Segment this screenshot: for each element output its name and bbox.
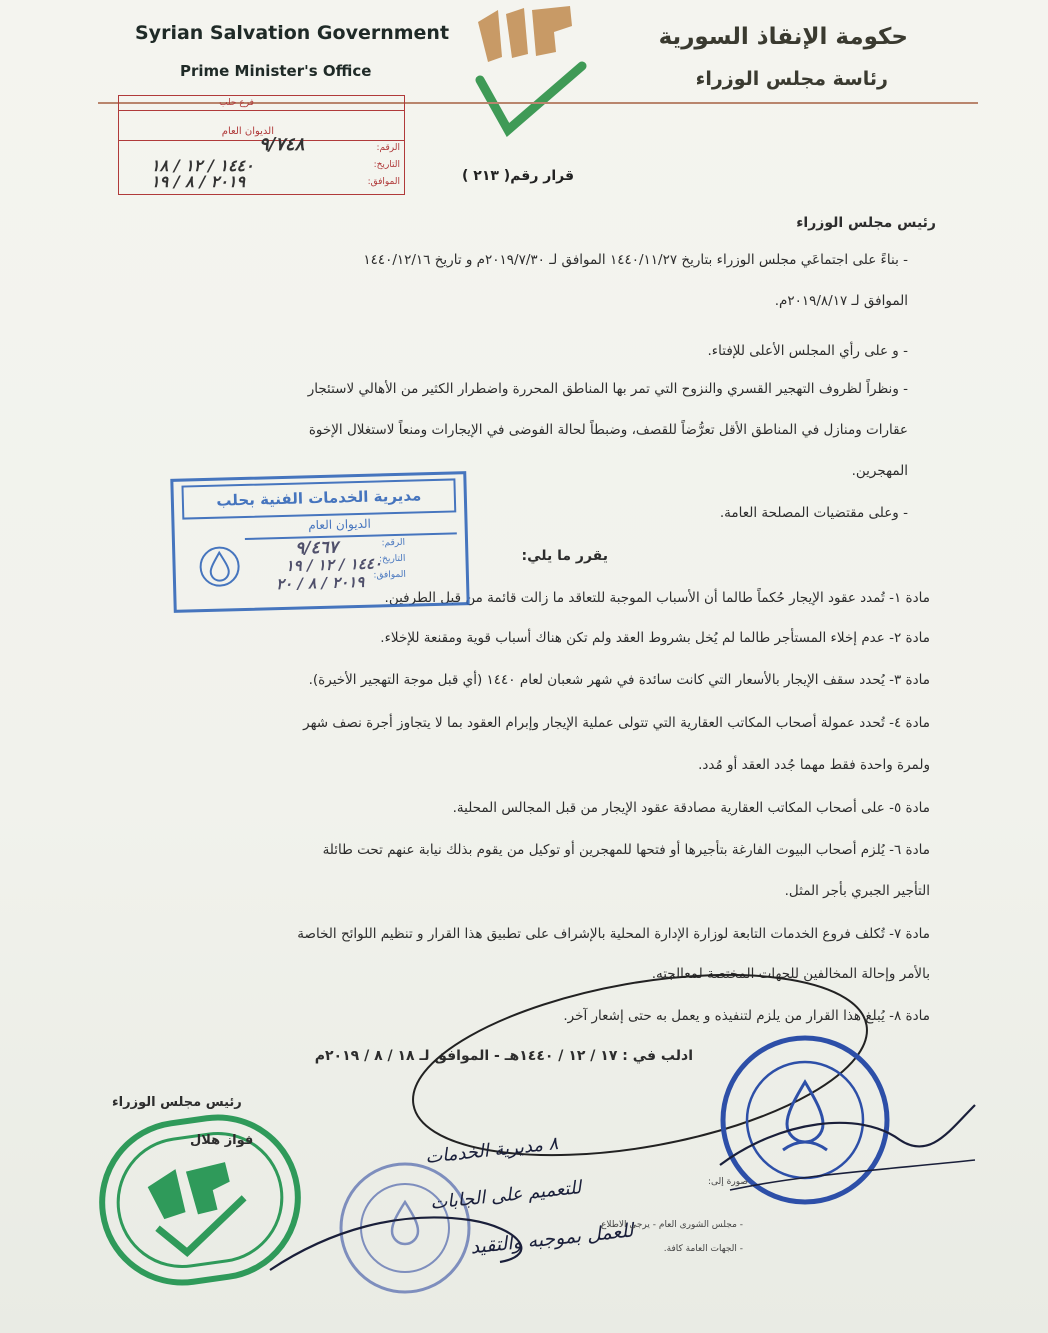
blue-stamp-gregorian-value: ٢٠١٩ / ٨ / ٢٠ <box>275 572 365 594</box>
article-line: مادة ٦- يُلزم أصحاب البيوت الفارغة بتأجيرها أو فتحها للمهجرين أو توكيل من يقوم بذلك نيابة عنهم تحت طائلة <box>322 842 930 858</box>
signatory-title: رئيس مجلس الوزراء <box>112 1095 242 1110</box>
english-office-subtitle: Prime Minister's Office <box>180 62 372 80</box>
signatory-name: فواز هلال <box>190 1133 254 1148</box>
addressee: رئيس مجلس الوزراء <box>796 215 936 231</box>
article-line: مادة ٤- تُحدد عمولة أصحاب المكاتب العقارية التي تتولى عملية الإيجار وإبرام العقود بما لا يتجاوز أجرة نصف شهر <box>303 715 930 731</box>
droplet-emblem-icon <box>197 544 242 589</box>
blue-stamp-number-value: ٩/٤٦٧ <box>294 537 339 559</box>
register-gregorian-value: ٢٠١٩ / ٨ / ١٩ <box>151 172 246 191</box>
register-number-label: الرقم: <box>376 143 400 153</box>
arabic-government-title: حكومة الإنقاذ السورية <box>658 24 908 50</box>
services-directorate-seal-icon <box>341 1164 469 1292</box>
arabic-office-subtitle: رئاسة مجلس الوزراء <box>695 68 888 90</box>
register-office: الديوان العام <box>221 126 274 137</box>
blue-stamp-title: مديرية الخدمات الفنية بحلب <box>181 478 456 519</box>
handwritten-note-line: للتعميم على الجابات <box>429 1177 583 1214</box>
article-line: مادة ٣- يُحدد سقف الإيجار بالأسعار التي كانت سائدة في شهر شعبان لعام ١٤٤٠ (أي قبل موجة التهجير الأخيرة). <box>308 672 930 688</box>
article-line: مادة ١- تُمدد عقود الإيجار حُكماً طالما أن الأسباب الموجبة للتعاقد ما زالت قائمة من قبل الطرفين. <box>384 590 930 606</box>
blue-stamp-office: الديوان العام <box>308 516 372 533</box>
article-line: مادة ٨- يُبلغ هذا القرار من يلزم لتنفيذه و يعمل به حتى إشعار آخر. <box>563 1008 930 1024</box>
government-logo-icon <box>458 2 598 152</box>
register-corresponding-label: الموافق: <box>367 177 400 187</box>
english-government-title: Syrian Salvation Government <box>135 22 450 44</box>
article-line: مادة ٥- على أصحاب المكاتب العقارية مصادقة عقود الإيجار من قبل المجالس المحلية. <box>452 800 930 816</box>
distribution-line: - الجهات العامة كافة. <box>663 1244 743 1254</box>
blue-stamp-corresponding-label: الموافق: <box>373 569 407 581</box>
register-box <box>118 95 405 195</box>
logo-lettering: سوريا <box>528 49 533 51</box>
register-hijri-value: ١٤٤٠ / ١٢ / ١٨ <box>151 156 254 175</box>
preamble-line: - و على رأي المجلس الأعلى للإفتاء. <box>707 343 908 359</box>
article-line: التأجير الجبري بأجر المثل. <box>784 883 930 899</box>
preamble-line: - ونظراً لظروف التهجير القسري والنزوح التي تمر بها المناطق المحررة واضطرار الكثير من الأهالي لاستئجار <box>307 381 908 397</box>
distribution-line: صورة إلى: <box>708 1177 748 1187</box>
article-line: مادة ٧- تُكلف فروع الخدمات التابعة لوزارة الإدارة المحلية بالإشراف على تطبيق هذا القرار و تنظيم اللوائح الخاصة <box>297 926 930 942</box>
distribution-line: - مجلس الشورى العام - يرجى الاطلاع <box>600 1220 743 1230</box>
blue-stamp-number-label: الرقم: <box>381 537 406 549</box>
decree-number: قرار رقم( ٢١٣ ) <box>462 168 575 184</box>
article-line: بالأمر وإحالة المخالفين للجهات المختصة لمعالجته. <box>651 966 930 982</box>
handwritten-note-line: ٨ مديرية الخدمات <box>424 1133 560 1168</box>
blue-stamp-hijri-value: ١٤٤٠ / ١٢ / ١٩ <box>285 554 383 575</box>
article-line: ولمرة واحدة فقط مهما جُدد العقد أو مُدد. <box>698 757 930 773</box>
register-branch: فرع حلب <box>219 98 254 108</box>
issue-date: ادلب في : ١٧ / ١٢ / ١٤٤٠هـ - الموافق لـ ١٨ / ٨ / ٢٠١٩م <box>314 1048 693 1064</box>
preamble-line: المهجرين. <box>851 463 908 479</box>
register-date-label: التاريخ: <box>373 160 400 170</box>
blue-stamp-date-label: التاريخ: <box>378 553 406 565</box>
blue-registry-stamp <box>170 471 469 613</box>
article-line: مادة ٢- عدم إخلاء المستأجر طالما لم يُخل بشروط العقد ولم تكن هناك أسباب قوية ومقنعة للإخلاء. <box>380 630 930 646</box>
preamble-line: - بناءً على اجتماعَي مجلس الوزراء بتاريخ ١٤٤٠/١١/٢٧ الموافق لـ ٢٠١٩/٧/٣٠م و تاريخ ١٤٤٠/١٢/١٦ <box>363 252 908 268</box>
preamble-line: الموافق لـ ٢٠١٩/٨/١٧م. <box>774 293 908 309</box>
handwritten-note-line: للعمل بموجبه والتقيد <box>469 1219 635 1259</box>
preamble-line: - وعلى مقتضيات المصلحة العامة. <box>719 505 908 521</box>
register-number-value: ٩/٧٤٨ <box>259 134 305 155</box>
decides-heading: يقرر ما يلي: <box>521 548 608 564</box>
preamble-line: عقارات ومنازل في المناطق الأقل تعرُّضاً للقصف، وضبطاً لحالة الفوضى في الإيجارات ومنعاً لاستغلال الإخوة <box>308 422 908 438</box>
